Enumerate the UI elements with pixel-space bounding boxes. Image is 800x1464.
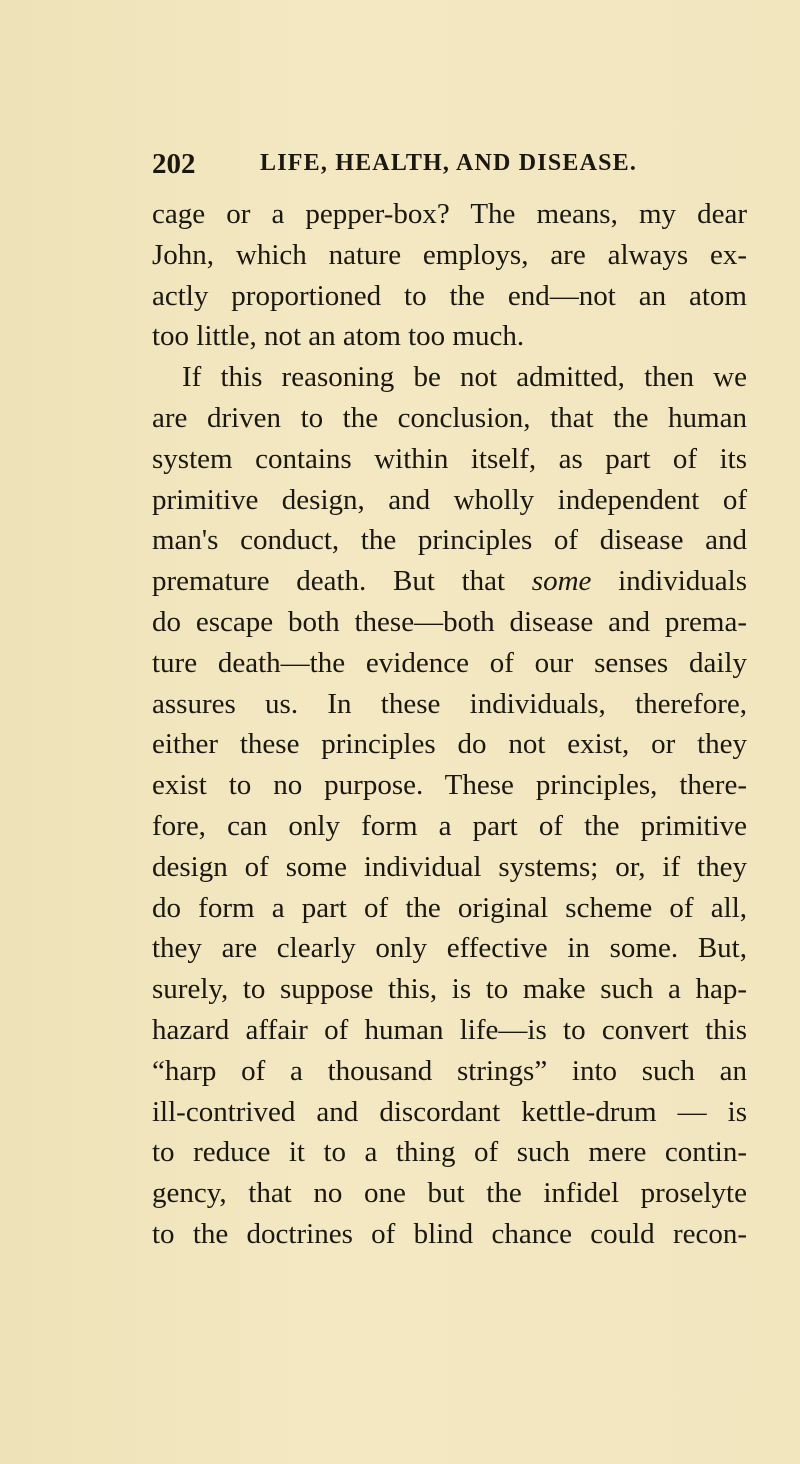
text-line: hazard affair of human life—is to convert this <box>152 1013 747 1046</box>
text-segment: individuals <box>591 565 747 598</box>
text-line: to the doctrines of blind chance could recon- <box>152 1217 747 1250</box>
running-head: LIFE, HEALTH, AND DISEASE. <box>260 150 638 176</box>
text-line: either these principles do not exist, or they <box>152 728 747 761</box>
emphasized-word: some <box>531 565 592 598</box>
text-line: gency, that no one but the infidel proselyte <box>152 1177 747 1210</box>
text-line: John, which nature employs, are always ex- <box>152 238 747 271</box>
text-line: too little, not an atom too much. <box>152 320 525 353</box>
text-line: assures us. In these individuals, therefore, <box>152 687 747 720</box>
text-line: primitive design, and wholly independent of <box>152 483 747 516</box>
text-line: surely, to suppose this, is to make such a hap- <box>152 973 747 1006</box>
text-line: do form a part of the original scheme of all, <box>152 891 747 924</box>
body-text <box>152 194 747 1255</box>
text-line: system contains within itself, as part of its <box>152 442 747 475</box>
text-line <box>152 561 747 602</box>
text-line: are driven to the conclusion, that the human <box>152 401 747 434</box>
text-line: man's conduct, the principles of disease and <box>152 524 747 557</box>
text-line: actly proportioned to the end—not an atom <box>152 279 747 312</box>
text-line: design of some individual systems; or, if they <box>152 850 747 883</box>
text-line: cage or a pepper-box? The means, my dear <box>152 198 747 230</box>
text-line: to reduce it to a thing of such mere contin- <box>152 1136 747 1169</box>
page-number: 202 <box>152 148 196 180</box>
text-line: do escape both these—both disease and prema- <box>152 605 747 638</box>
text-line: exist to no purpose. These principles, there- <box>152 769 747 802</box>
page-header <box>152 148 732 180</box>
text-line: fore, can only form a part of the primitive <box>152 809 747 842</box>
text-line: If this reasoning be not admitted, then we <box>182 361 747 394</box>
text-line: they are clearly only effective in some. But, <box>152 932 747 965</box>
text-segment: premature death. But that <box>152 565 532 598</box>
text-line: ill-contrived and discordant kettle-drum — is <box>152 1095 747 1128</box>
text-line: ture death—the evidence of our senses daily <box>152 646 747 679</box>
text-line: “harp of a thousand strings” into such an <box>152 1054 747 1087</box>
